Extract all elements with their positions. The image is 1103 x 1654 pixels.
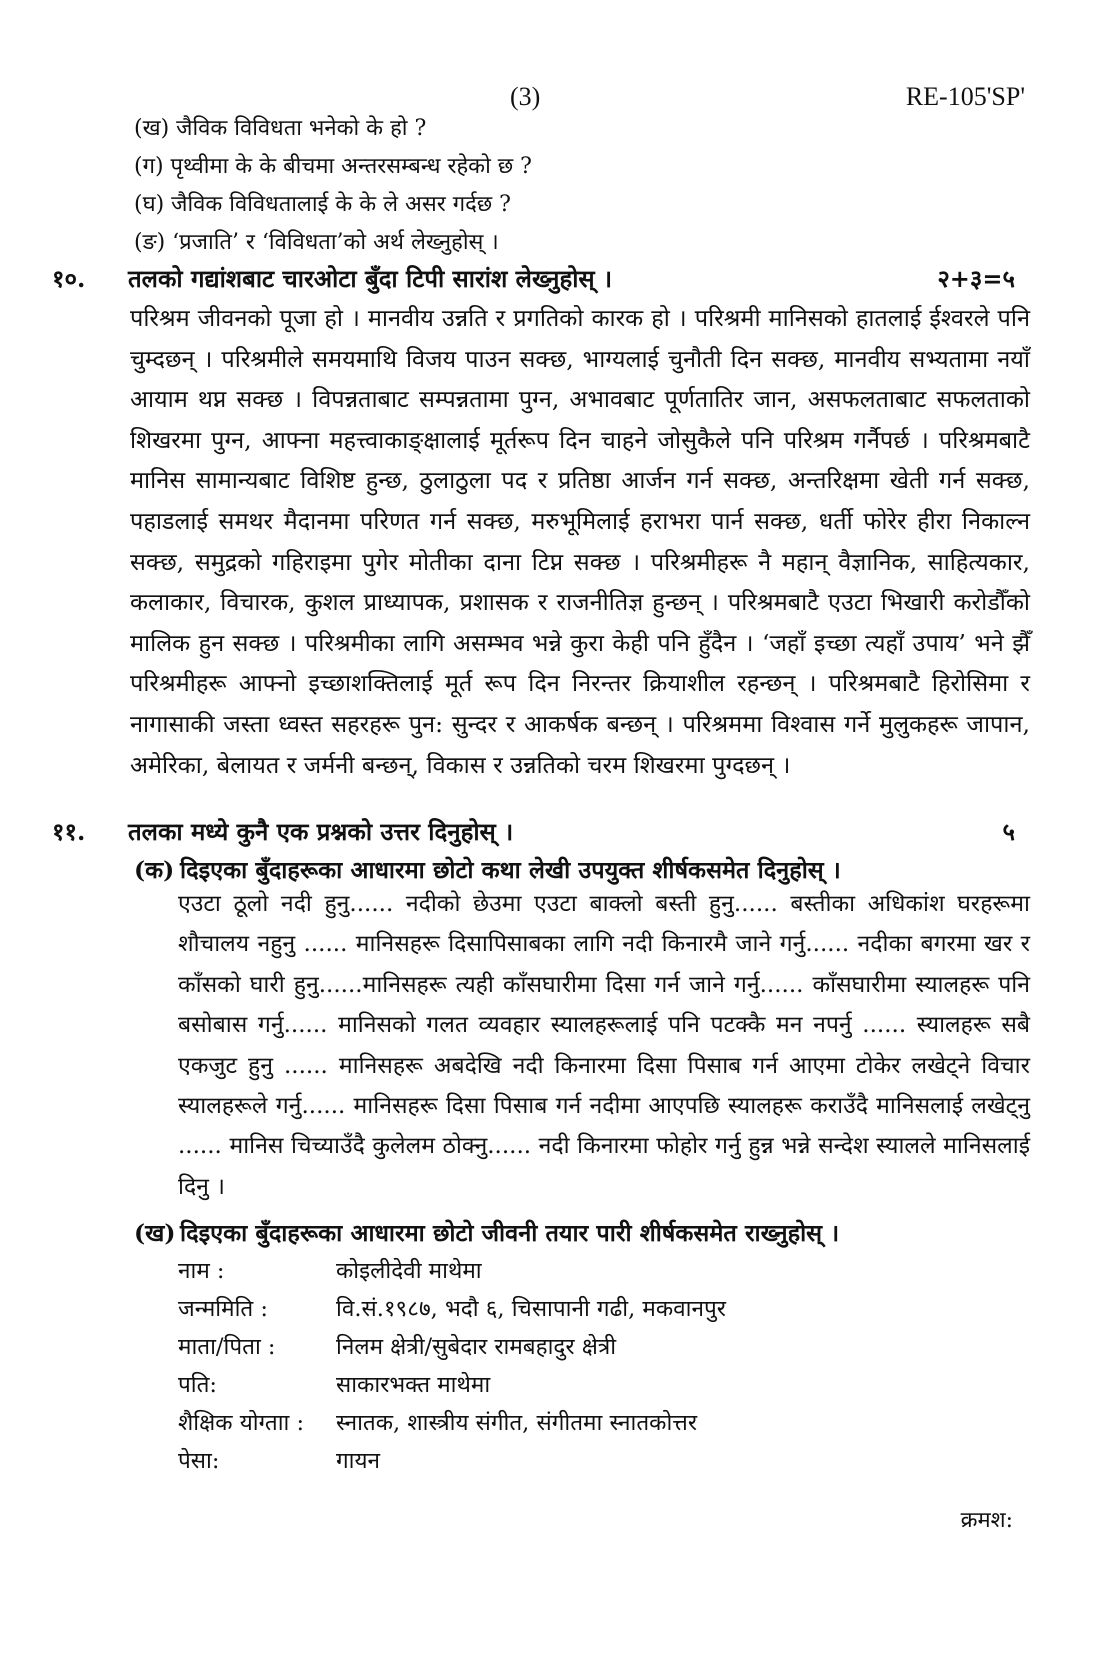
info-label: पेसा: — [178, 1448, 220, 1474]
option-label: (ख) — [134, 1219, 176, 1247]
info-label: जन्ममिति : — [178, 1296, 268, 1322]
question-number: ११. — [52, 817, 86, 846]
question-11-marks: ५ — [1002, 817, 1015, 846]
info-label: शैक्षिक योग्ताा : — [178, 1410, 305, 1436]
info-value: वि.सं.१९८७, भदौ ६, चिसापानी गढी, मकवानपुर — [336, 1296, 726, 1322]
option-title: दिइएका बुँदाहरूका आधारमा छोटो कथा लेखी उपयुक्त शीर्षकसमेत दिनुहोस् । — [180, 856, 841, 884]
info-value: कोइलीदेवी माथेमा — [336, 1258, 482, 1284]
info-label: माता/पिता : — [178, 1334, 276, 1360]
info-value: निलम क्षेत्री/सुबेदार रामबहादुर क्षेत्री — [336, 1334, 617, 1360]
sub-question-nga: (ङ) ‘प्रजाति’ र ‘विविधता’को अर्थ लेख्नुहोस् । — [134, 230, 499, 255]
question-title: तलको गद्यांशबाट चारओटा बुँदा टिपी सारांश लेख्नुहोस् । — [128, 264, 613, 293]
info-value: स्नातक, शास्त्रीय संगीत, संगीतमा स्नातकोत्तर — [336, 1410, 698, 1436]
question-title: तलका मध्ये कुनै एक प्रश्नको उत्तर दिनुहोस् । — [128, 817, 514, 846]
option-a-heading — [134, 853, 841, 885]
page-number: (3) — [510, 82, 541, 111]
sub-question-gha: (घ) जैविक विविधतालाई के के ले असर गर्दछ ? — [134, 192, 511, 217]
question-11-heading — [52, 815, 513, 848]
option-b-heading — [134, 1216, 839, 1248]
option-label: (क) — [134, 856, 175, 884]
info-label: नाम : — [178, 1258, 225, 1284]
sub-question-ga: (ग) पृथ्वीमा के के बीचमा अन्तरसम्बन्ध रहेको छ ? — [134, 154, 532, 179]
info-value: साकारभक्त माथेमा — [336, 1372, 491, 1398]
sub-question-kha: (ख) जैविक विविधता भनेको के हो ? — [134, 116, 427, 141]
info-value: गायन — [336, 1448, 381, 1474]
info-label: पति: — [178, 1372, 218, 1398]
question-10-passage: परिश्रम जीवनको पूजा हो । मानवीय उन्नति र प्रगतिको कारक हो । परिश्रमी मानिसको हातलाई ईश्वरले पनि चुम्दछन् । परिश्रमीले समयमाथि विजय पाउन सक्छ, भाग्यलाई चुनौती दिन सक्छ, मानवीय सभ्यतामा नयाँ आयाम थप्न सक्छ । विपन्नताबाट सम्पन्नतामा पुग्न, अभावबाट पूर्णतातिर जान, असफलताबाट सफलताको शिखरमा पुग्न, आफ्ना महत्त्वाकाङ्क्षालाई मूर्तरूप दिन चाहने जोसुकैले पनि परिश्रम गर्नैपर्छ । परिश्रमबाटै मानिस सामान्यबाट विशिष्ट हुन्छ, ठुलाठुला पद र प्रतिष्ठा आर्जन गर्न सक्छ, अन्तरिक्षमा खेती गर्न सक्छ, पहाडलाई समथर मैदानमा परिणत गर्न सक्छ, मरुभूमिलाई हराभरा पार्न सक्छ, धर्ती फोरेर हीरा निकाल्न सक्छ, समुद्रको गहिराइमा पुगेर मोतीका दाना टिप्न सक्छ । परिश्रमीहरू नै महान् वैज्ञानिक, साहित्यकार, कलाकार, विचारक, कुशल प्राध्यापक, प्रशासक र राजनीतिज्ञ हुन्छन् । परिश्रमबाटै एउटा भिखारी करोडौँको मालिक हुन सक्छ । परिश्रमीका लागि असम्भव भन्ने कुरा केही पनि हुँदैन । ‘जहाँ इच्छा त्यहाँ उपाय’ भने झैँ परिश्रमीहरू आफ्नो इच्छाशक्तिलाई मूर्त रूप दिन निरन्तर क्रियाशील रहन्छन् । परिश्रमबाटै हिरोसिमा र नागासाकी जस्ता ध्वस्त सहरहरू पुन: सुन्दर र आकर्षक बन्छन् । परिश्रममा विश्वास गर्ने मुलुकहरू जापान, अमेरिका, बेलायत र जर्मनी बन्छन्, विकास र उन्नतिको चरम शिखरमा पुग्दछन् । — [130, 304, 1030, 779]
paper-code: RE-105'SP' — [905, 82, 1025, 111]
continued-note: क्रमश: — [960, 1508, 1013, 1533]
question-number: १०. — [52, 264, 86, 293]
question-10-heading — [52, 262, 612, 295]
option-a-story-points: एउटा ठूलो नदी हुनु...... नदीको छेउमा एउटा बाक्लो बस्ती हुनु...... बस्तीका अधिकांश घरहरूमा शौचालय नहुनु ...... मानिसहरू दिसापिसाबका लागि नदी किनारमै जाने गर्नु...... नदीका बगरमा खर र काँसको घारी हुनु......मानिसहरू त्यही काँसघारीमा दिसा गर्न जाने गर्नु...... काँसघारीमा स्यालहरू पनि बसोबास गर्नु...... मानिसको गलत व्यवहार स्यालहरूलाई पनि पटक्कै मन नपर्नु ...... स्यालहरू सबै एकजुट हुनु ...... मानिसहरू अबदेखि नदी किनारमा दिसा पिसाब गर्न आएमा टोकेर लखेट्ने विचार स्यालहरूले गर्नु...... मानिसहरू दिसा पिसाब गर्न नदीमा आएपछि स्यालहरू कराउँदै मानिसलाई लखेट्नु ...... मानिस चिच्याउँदै कुलेलम ठोक्नु...... नदी किनारमा फोहोर गर्नु हुन्न भन्ने सन्देश स्यालले मानिसलाई दिनु । — [178, 891, 1030, 1200]
question-10-marks: २+३=५ — [937, 264, 1015, 293]
option-title: दिइएका बुँदाहरूका आधारमा छोटो जीवनी तयार पारी शीर्षकसमेत राख्नुहोस् । — [180, 1219, 840, 1247]
